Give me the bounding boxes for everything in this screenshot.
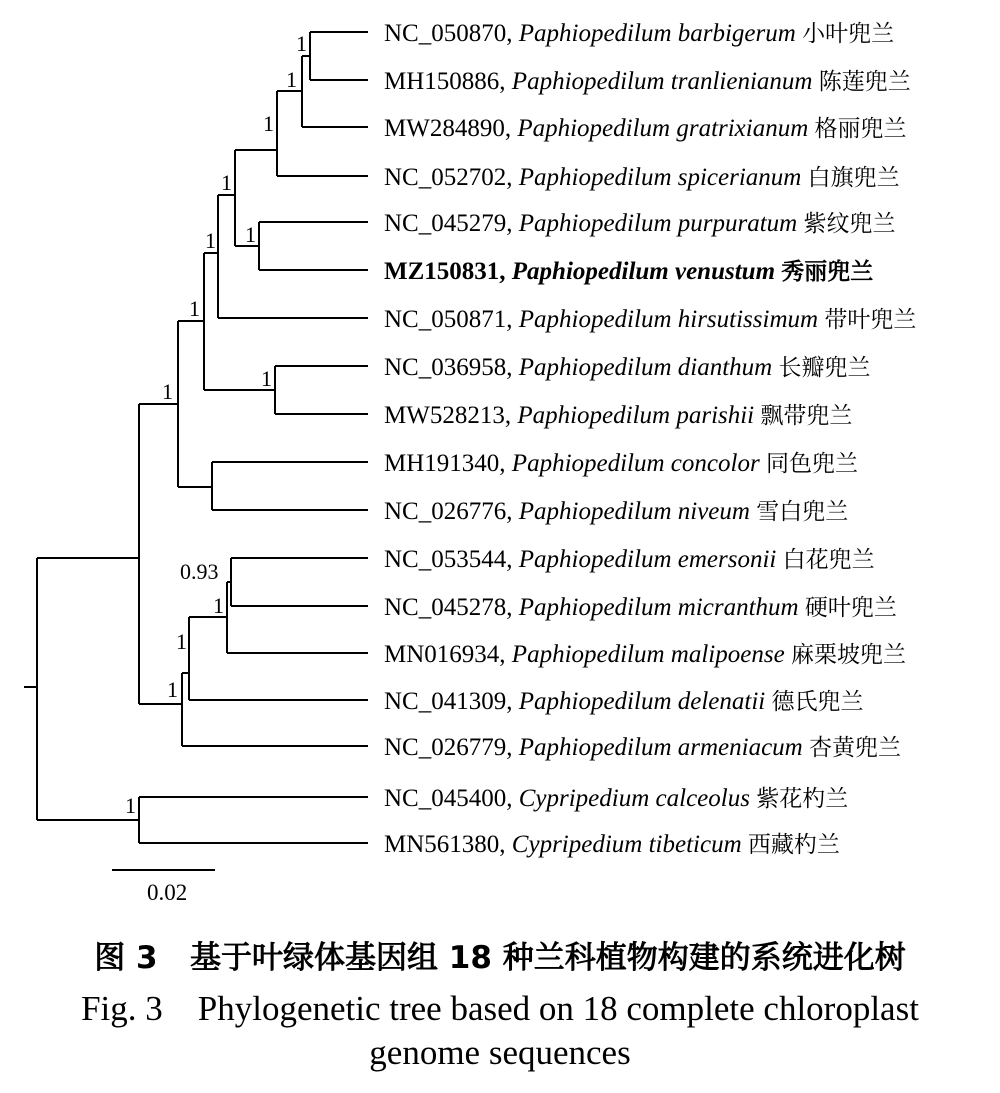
branch-root — [24, 558, 37, 820]
taxon-chinese-name: 带叶兜兰 — [824, 307, 917, 333]
support-value: 1 — [125, 793, 136, 818]
branch-concolor-niveum — [212, 462, 368, 510]
support-value: 1 — [213, 593, 224, 618]
taxon-species: Paphiopedilum gratrixianum — [517, 115, 809, 142]
support-value: 1 — [205, 228, 216, 253]
taxon-species: Paphiopedilum malipoense — [511, 641, 785, 668]
taxon-accession: NC_026779 — [384, 734, 507, 761]
taxon-accession: MN016934 — [384, 641, 500, 668]
support-value: 1 — [162, 379, 173, 404]
taxon-label: NC_036958, Paphiopedilum dianthum 长瓣兜兰 — [384, 354, 871, 381]
branch-emersonii-micranthum — [231, 558, 368, 606]
branch-node302 — [302, 56, 368, 127]
taxon-chinese-name: 德氏兜兰 — [771, 689, 864, 715]
taxon-label: NC_050871, Paphiopedilum hirsutissimum 带叶兜兰 — [384, 306, 917, 333]
taxon-label: MH191340, Paphiopedilum concolor 同色兜兰 — [384, 450, 858, 477]
branch-node235 — [235, 150, 277, 246]
taxon-chinese-name: 杏黄兜兰 — [808, 735, 901, 761]
taxon-label: NC_026776, Paphiopedilum niveum 雪白兜兰 — [384, 498, 849, 525]
taxon-chinese-name: 紫花杓兰 — [756, 786, 849, 812]
branch-cyp — [139, 797, 368, 843]
taxon-label: NC_053544, Paphiopedilum emersonii 白花兜兰 — [384, 546, 875, 573]
branch-node227 — [227, 582, 368, 653]
taxon-species: Paphiopedilum dianthum — [518, 354, 773, 381]
taxon-species: Paphiopedilum delenatii — [518, 688, 766, 715]
caption-english-line-2: genome sequences — [369, 1033, 631, 1072]
support-value: 1 — [296, 31, 307, 56]
branch-lower-paph — [182, 673, 368, 746]
taxon-accession: NC_036958 — [384, 354, 507, 381]
support-value: 1 — [221, 170, 232, 195]
taxon-chinese-name: 紫纹兜兰 — [803, 211, 896, 237]
branch-node218 — [218, 195, 368, 318]
taxon-accession: NC_041309 — [384, 688, 507, 715]
support-value: 1 — [189, 296, 200, 321]
support-value: 1 — [245, 222, 256, 247]
branch-upper-paph — [178, 321, 212, 487]
taxon-accession: MW284890 — [384, 115, 505, 142]
taxon-label: NC_045400, Cypripedium calceolus 紫花杓兰 — [384, 785, 849, 812]
taxon-chinese-name: 秀丽兜兰 — [781, 259, 874, 285]
taxon-labels — [384, 20, 916, 858]
taxon-species: Paphiopedilum parishii — [517, 402, 755, 429]
support-value: 1 — [261, 366, 272, 391]
taxon-accession: NC_053544 — [384, 546, 507, 573]
scale-bar — [112, 870, 215, 905]
support-value: 1 — [263, 111, 274, 136]
tree-branches — [24, 32, 368, 843]
support-value: 1 — [176, 629, 187, 654]
taxon-accession: MH150886 — [384, 68, 500, 95]
caption-english-line-1: Fig. 3 Phylogenetic tree based on 18 complete chloroplast — [81, 989, 919, 1028]
taxon-accession: NC_026776 — [384, 498, 507, 525]
taxon-chinese-name: 陈莲兜兰 — [818, 69, 911, 95]
taxon-chinese-name: 西藏杓兰 — [747, 832, 840, 858]
taxon-accession: MH191340 — [384, 450, 500, 477]
figure-caption-chinese: 图 3 基于叶绿体基因组 18 种兰科植物构建的系统进化树 — [94, 940, 906, 976]
taxon-species: Paphiopedilum tranlienianum — [511, 68, 813, 95]
support-value: 1 — [286, 67, 297, 92]
branch-purpuratum-venustum — [259, 222, 368, 270]
taxon-species: Paphiopedilum emersonii — [518, 546, 777, 573]
taxon-label: MW284890, Paphiopedilum gratrixianum 格丽兜兰 — [384, 115, 907, 142]
taxon-species: Paphiopedilum armeniacum — [518, 734, 803, 761]
figure-caption-english — [0, 987, 1000, 1075]
taxon-chinese-name: 白花兜兰 — [782, 547, 875, 573]
branch-paph-main — [139, 404, 182, 704]
taxon-label: MH150886, Paphiopedilum tranlienianum 陈莲兜兰 — [384, 68, 911, 95]
taxon-species: Paphiopedilum barbigerum — [518, 20, 796, 47]
taxon-species: Paphiopedilum hirsutissimum — [518, 306, 819, 333]
taxon-accession: NC_050871 — [384, 306, 507, 333]
taxon-label: NC_050870, Paphiopedilum barbigerum 小叶兜兰 — [384, 20, 895, 47]
taxon-accession: MZ150831 — [384, 258, 500, 285]
taxon-chinese-name: 长瓣兜兰 — [778, 355, 871, 381]
taxon-chinese-name: 同色兜兰 — [765, 451, 858, 477]
taxon-accession: MN561380 — [384, 831, 500, 858]
taxon-species: Cypripedium tibeticum — [511, 831, 742, 858]
support-value: 0.93 — [180, 559, 219, 584]
taxon-label: NC_026779, Paphiopedilum armeniacum 杏黄兜兰 — [384, 734, 901, 761]
taxon-accession: MW528213 — [384, 402, 505, 429]
taxon-accession: NC_045279 — [384, 210, 507, 237]
branch-node189 — [189, 617, 368, 700]
taxon-label: MN561380, Cypripedium tibeticum 西藏杓兰 — [384, 831, 840, 858]
taxon-chinese-name: 白旗兜兰 — [807, 165, 900, 191]
taxon-accession: NC_045400 — [384, 785, 507, 812]
taxon-species: Cypripedium calceolus — [518, 785, 750, 812]
scale-bar-label: 0.02 — [147, 880, 188, 905]
branch-node277 — [277, 91, 368, 176]
taxon-label: NC_041309, Paphiopedilum delenatii 德氏兜兰 — [384, 688, 864, 715]
taxon-chinese-name: 飘带兜兰 — [760, 403, 853, 429]
taxon-accession: NC_045278 — [384, 594, 507, 621]
taxon-species: Paphiopedilum concolor — [511, 450, 760, 477]
taxon-chinese-name: 麻栗坡兜兰 — [790, 642, 906, 668]
taxon-label: MW528213, Paphiopedilum parishii 飘带兜兰 — [384, 402, 853, 429]
taxon-species: Paphiopedilum spicerianum — [518, 164, 802, 191]
taxon-species: Paphiopedilum micranthum — [518, 594, 799, 621]
taxon-label: MZ150831, Paphiopedilum venustum 秀丽兜兰 — [384, 258, 874, 285]
taxon-chinese-name: 格丽兜兰 — [814, 116, 907, 142]
branch-dianthum-parishii — [275, 366, 368, 414]
support-value: 1 — [167, 677, 178, 702]
taxon-species: Paphiopedilum purpuratum — [518, 210, 798, 237]
taxon-accession: NC_052702 — [384, 164, 507, 191]
taxon-chinese-name: 硬叶兜兰 — [804, 595, 897, 621]
taxon-accession: NC_050870 — [384, 20, 507, 47]
taxon-label: MN016934, Paphiopedilum malipoense 麻栗坡兜兰 — [384, 641, 906, 668]
taxon-label: NC_045278, Paphiopedilum micranthum 硬叶兜兰 — [384, 594, 897, 621]
taxon-chinese-name: 小叶兜兰 — [802, 21, 895, 47]
taxon-chinese-name: 雪白兜兰 — [756, 499, 849, 525]
taxon-species: Paphiopedilum venustum — [511, 258, 776, 285]
taxon-label: NC_045279, Paphiopedilum purpuratum 紫纹兜兰 — [384, 210, 896, 237]
branch-barbigerum-tranlienianum — [310, 32, 368, 80]
taxon-species: Paphiopedilum niveum — [518, 498, 750, 525]
taxon-label: NC_052702, Paphiopedilum spicerianum 白旗兜兰 — [384, 164, 900, 191]
